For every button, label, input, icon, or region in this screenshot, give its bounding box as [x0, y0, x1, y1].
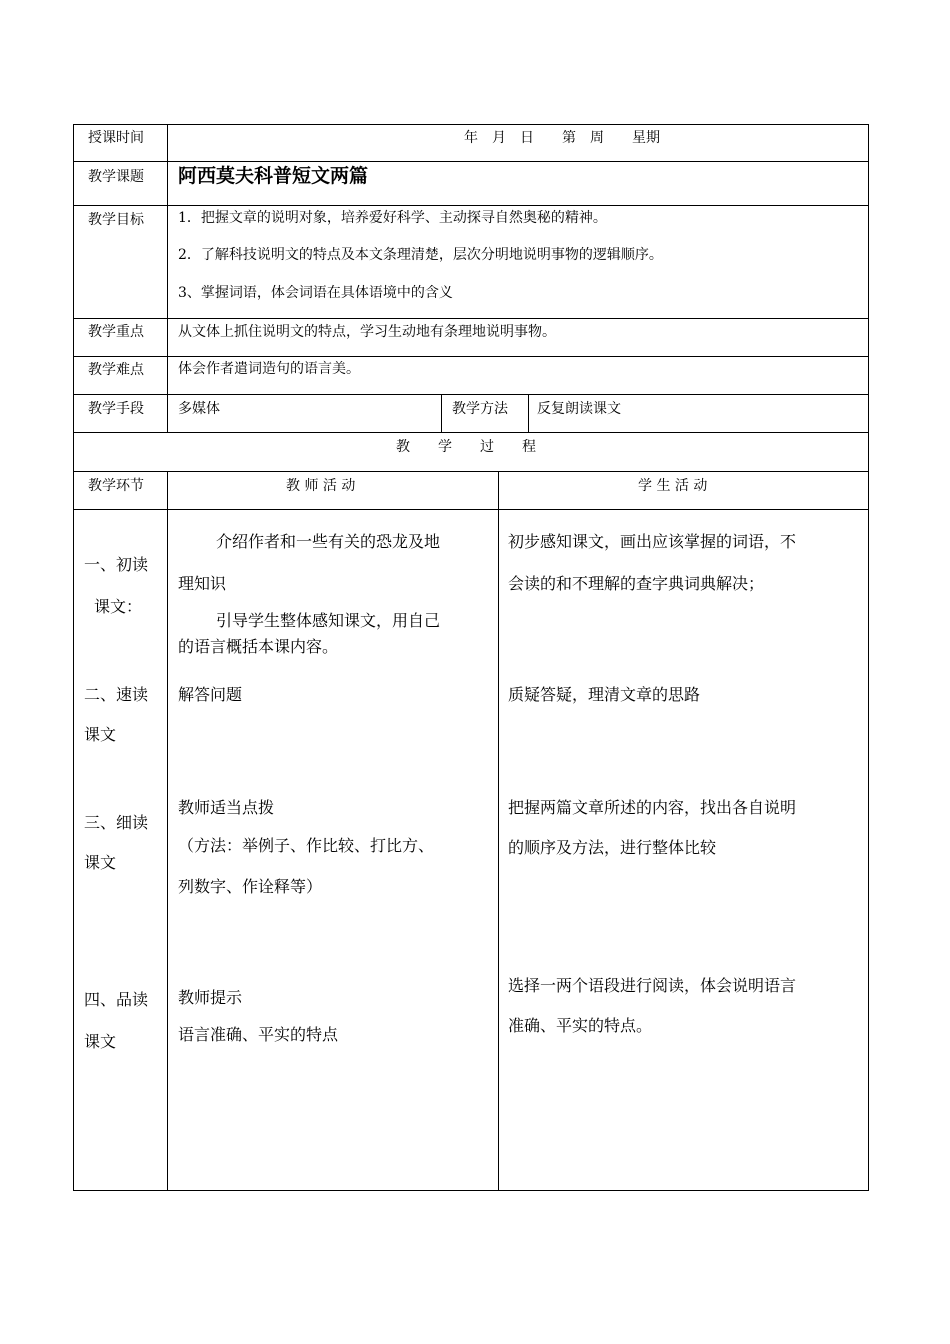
teacher-activity: 教师适当点拨 [178, 798, 275, 817]
topic-label: 教学课题 [88, 169, 144, 185]
stage-name: 课文 [84, 725, 117, 744]
student-activity: 准确、平实的特点。 [508, 1016, 653, 1035]
student-activity: 把握两篇文章所述的内容，找出各自说明 [508, 798, 797, 817]
stage-name: 课文 [84, 1032, 117, 1051]
student-activity: 初步感知课文，画出应该掌握的词语，不 [508, 532, 797, 551]
teacher-activity: 语言准确、平实的特点 [178, 1025, 339, 1044]
goal-item: 3、掌握词语，体会词语在具体语境中的含义 [178, 285, 453, 301]
teacher-activity: 介绍作者和一些有关的恐龙及地 [216, 532, 441, 551]
teacher-activity: 解答问题 [178, 685, 243, 704]
stage-name: 一、初读 [84, 555, 149, 574]
student-activity: 质疑答疑，理清文章的思路 [508, 685, 701, 704]
stage-name: 二、速读 [84, 685, 149, 704]
student-activity: 的顺序及方法，进行整体比较 [508, 838, 717, 857]
goal-item: 2．了解科技说明文的特点及本文条理清楚，层次分明地说明事物的逻辑顺序。 [178, 247, 663, 263]
focus-label: 教学重点 [88, 324, 144, 340]
process-heading: 教 学 过 程 [396, 439, 536, 455]
method-value: 反复朗读课文 [537, 401, 621, 417]
focus-value: 从文体上抓住说明文的特点，学习生动地有条理地说明事物。 [178, 324, 556, 340]
stage-name: 课文 [84, 853, 117, 872]
difficulty-value: 体会作者遣词造句的语言美。 [178, 361, 360, 377]
difficulty-label: 教学难点 [88, 362, 144, 378]
means-label: 教学手段 [88, 401, 144, 417]
stage-name: 四、品读 [84, 990, 149, 1009]
teacher-activity: 列数字、作诠释等） [178, 877, 323, 896]
time-label: 授课时间 [88, 130, 144, 146]
goal-label: 教学目标 [88, 212, 144, 228]
goal-item: 1．把握文章的说明对象，培养爱好科学、主动探寻自然奥秘的精神。 [178, 210, 607, 226]
topic-value: 阿西莫夫科普短文两篇 [178, 165, 369, 187]
teacher-activity: （方法：举例子、作比较、打比方、 [178, 836, 435, 855]
stage-name: 课文： [94, 597, 143, 616]
student-activity: 会读的和不理解的查字典词典解决； [508, 574, 765, 593]
stage-column-header: 教学环节 [88, 478, 144, 494]
teacher-activity: 引导学生整体感知课文，用自己 [216, 611, 441, 630]
student-activity: 选择一两个语段进行阅读，体会说明语言 [508, 976, 797, 995]
means-value: 多媒体 [178, 401, 220, 417]
stage-name: 三、细读 [84, 813, 149, 832]
teacher-activity: 理知识 [178, 574, 227, 593]
date-text: 年 月 日 第 周 星期 [464, 130, 660, 146]
teacher-activity: 教师提示 [178, 988, 243, 1007]
teacher-column-header: 教 师 活 动 [286, 478, 356, 494]
teacher-activity: 的语言概括本课内容。 [178, 637, 339, 656]
student-column-header: 学 生 活 动 [638, 478, 708, 494]
method-label: 教学方法 [452, 401, 508, 417]
